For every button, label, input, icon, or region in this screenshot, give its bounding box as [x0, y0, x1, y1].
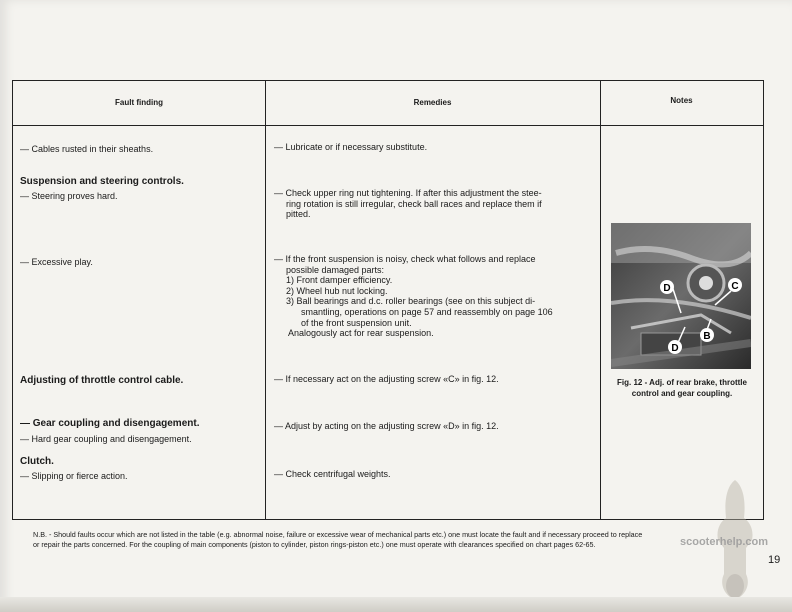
page-number: 19 [768, 554, 781, 566]
heading-clutch: Clutch. [20, 456, 54, 467]
column-divider [600, 81, 601, 519]
figure-label-d: D [663, 283, 671, 294]
remedy-line: 3) Ball bearings and d.c. roller bearings (see on this subject di- [286, 296, 536, 307]
remedy-cables: — Lubricate or if necessary substitute. [274, 142, 428, 152]
fault-steering: — Steering proves hard. [20, 191, 118, 201]
watermark-text: scooterhelp.com [680, 536, 769, 548]
remedy-line: pitted. [286, 209, 311, 220]
header-remedies: Remedies [413, 98, 452, 107]
remedy-gear: — Adjust by acting on the adjusting screw «D» in fig. 12. [274, 421, 499, 431]
footnote [33, 530, 748, 550]
remedy-suspension [274, 254, 586, 339]
fault-clutch-slip: — Slipping or fierce action. [20, 471, 128, 481]
footnote-line: or repair the parts concerned. For the coupling of main components (piston to cylinder, piston rings-piston etc.) one must operate with clearances specified on chart pages 62-65. [33, 540, 596, 549]
header-notes: Notes [670, 96, 693, 105]
remedy-line: ring rotation is still irregular, check ball races and replace them if [286, 198, 542, 209]
heading-throttle: Adjusting of throttle control cable. [20, 375, 184, 386]
fault-gear-hard: — Hard gear coupling and disengagement. [20, 434, 192, 444]
remedy-line: smantling, operations on page 57 and reassembly on page 106 [301, 306, 553, 317]
remedy-line: 2) Wheel hub nut locking. [286, 285, 388, 296]
heading-suspension: Suspension and steering controls. [20, 176, 184, 187]
figure-caption [600, 377, 764, 399]
footnote-line: N.B. - Should faults occur which are not listed in the table (e.g. abnormal noise, failure or excessive wear of mechanical parts etc.) one must locate the fault and if necessary proceed to replace [33, 530, 643, 539]
column-divider [265, 81, 266, 519]
header-divider [13, 125, 763, 126]
remedy-throttle: — If necessary act on the adjusting screw «C» in fig. 12. [274, 374, 499, 384]
remedy-line: Analogously act for rear suspension. [288, 328, 434, 339]
figure-12-photo [611, 223, 751, 369]
remedy-line: possible damaged parts: [286, 264, 385, 275]
remedy-line: — Check upper ring nut tightening. If after this adjustment the stee- [274, 188, 542, 198]
caption-line: Fig. 12 - Adj. of rear brake, throttle [617, 378, 747, 387]
fault-cables: — Cables rusted in their sheaths. [20, 144, 154, 154]
remedy-clutch: — Check centrifugal weights. [274, 469, 391, 479]
remedy-steering [274, 188, 586, 220]
heading-gear: — Gear coupling and disengagement. [20, 418, 200, 429]
caption-line: control and gear coupling. [631, 389, 733, 398]
remedy-line: 1) Front damper efficiency. [286, 275, 393, 286]
figure-label-c: C [731, 281, 739, 292]
page-bottom-edge [0, 597, 792, 612]
remedy-line: — If the front suspension is noisy, check what follows and replace [274, 254, 536, 264]
figure-label-d: D [671, 343, 679, 354]
figure-label-b: B [703, 331, 711, 342]
fault-excessive-play: — Excessive play. [20, 257, 93, 267]
header-fault-finding: Fault finding [115, 98, 163, 107]
remedy-line: of the front suspension unit. [301, 317, 412, 328]
figure-12-image [611, 223, 751, 369]
